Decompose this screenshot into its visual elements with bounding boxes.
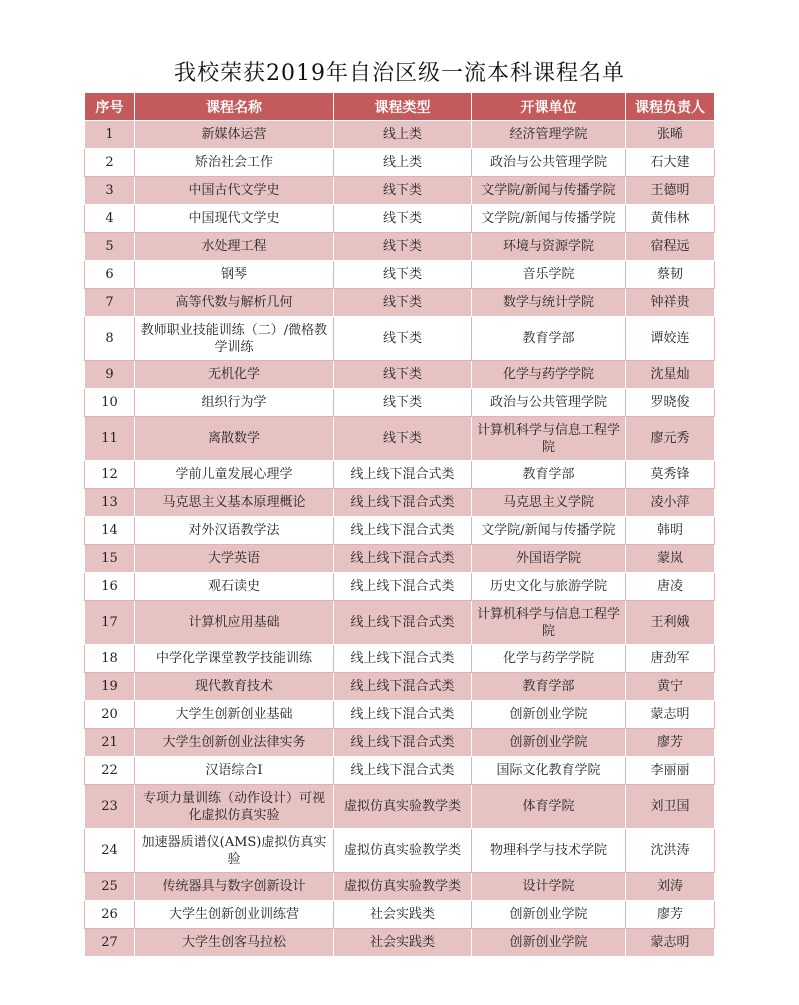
- cell-course-name: 离散数学: [135, 417, 334, 461]
- cell-department: 外国语学院: [472, 545, 626, 573]
- table-body: [85, 121, 715, 957]
- cell-instructor: 黄伟林: [626, 205, 715, 233]
- table-row: [85, 461, 715, 489]
- cell-course-name: 对外汉语教学法: [135, 517, 334, 545]
- cell-department: 马克思主义学院: [472, 489, 626, 517]
- cell-course-name: 矫治社会工作: [135, 149, 334, 177]
- header-instructor: 课程负责人: [626, 93, 715, 121]
- cell-instructor: 王德明: [626, 177, 715, 205]
- cell-index: 24: [85, 829, 135, 873]
- cell-department: 环境与资源学院: [472, 233, 626, 261]
- cell-instructor: 石大建: [626, 149, 715, 177]
- cell-course-type: 虚拟仿真实验教学类: [334, 785, 472, 829]
- cell-index: 13: [85, 489, 135, 517]
- cell-instructor: 蒙志明: [626, 701, 715, 729]
- header-index: 序号: [85, 93, 135, 121]
- table-row: [85, 757, 715, 785]
- table-row: [85, 645, 715, 673]
- cell-department: 创新创业学院: [472, 729, 626, 757]
- page-title: 我校荣获2019年自治区级一流本科课程名单: [174, 61, 625, 86]
- cell-index: 23: [85, 785, 135, 829]
- cell-department: 国际文化教育学院: [472, 757, 626, 785]
- cell-course-name: 组织行为学: [135, 389, 334, 417]
- cell-instructor: 黄宁: [626, 673, 715, 701]
- cell-instructor: 刘涛: [626, 873, 715, 901]
- cell-index: 1: [85, 121, 135, 149]
- cell-instructor: 李丽丽: [626, 757, 715, 785]
- cell-instructor: 廖芳: [626, 729, 715, 757]
- cell-course-type: 线下类: [334, 289, 472, 317]
- table-row: [85, 417, 715, 461]
- cell-index: 27: [85, 929, 135, 957]
- cell-index: 8: [85, 317, 135, 361]
- cell-course-type: 线下类: [334, 261, 472, 289]
- table-row: [85, 177, 715, 205]
- table-row: [85, 489, 715, 517]
- cell-course-type: 线上线下混合式类: [334, 729, 472, 757]
- cell-instructor: 蔡韧: [626, 261, 715, 289]
- cell-instructor: 张晞: [626, 121, 715, 149]
- cell-instructor: 廖芳: [626, 901, 715, 929]
- cell-department: 文学院/新闻与传播学院: [472, 205, 626, 233]
- cell-course-type: 线上线下混合式类: [334, 489, 472, 517]
- cell-course-type: 虚拟仿真实验教学类: [334, 873, 472, 901]
- cell-course-name: 中学化学课堂教学技能训练: [135, 645, 334, 673]
- table-row: [85, 289, 715, 317]
- cell-course-name: 新媒体运营: [135, 121, 334, 149]
- table-row: [85, 233, 715, 261]
- cell-department: 化学与药学学院: [472, 645, 626, 673]
- cell-index: 19: [85, 673, 135, 701]
- cell-index: 26: [85, 901, 135, 929]
- cell-department: 创新创业学院: [472, 701, 626, 729]
- cell-index: 11: [85, 417, 135, 461]
- cell-course-type: 线下类: [334, 361, 472, 389]
- cell-instructor: 蒙志明: [626, 929, 715, 957]
- table-row: [85, 261, 715, 289]
- cell-course-name: 专项力量训练（动作设计）可视化虚拟仿真实验: [135, 785, 334, 829]
- cell-course-type: 线上线下混合式类: [334, 545, 472, 573]
- cell-department: 体育学院: [472, 785, 626, 829]
- cell-department: 计算机科学与信息工程学院: [472, 601, 626, 645]
- cell-department: 政治与公共管理学院: [472, 149, 626, 177]
- table-row: [85, 121, 715, 149]
- cell-course-name: 计算机应用基础: [135, 601, 334, 645]
- cell-index: 2: [85, 149, 135, 177]
- cell-index: 7: [85, 289, 135, 317]
- cell-instructor: 廖元秀: [626, 417, 715, 461]
- cell-instructor: 刘卫国: [626, 785, 715, 829]
- cell-index: 22: [85, 757, 135, 785]
- cell-course-type: 线下类: [334, 205, 472, 233]
- cell-instructor: 钟祥贵: [626, 289, 715, 317]
- cell-course-type: 线下类: [334, 389, 472, 417]
- course-table: [84, 92, 715, 957]
- cell-course-type: 线上线下混合式类: [334, 517, 472, 545]
- table-row: [85, 929, 715, 957]
- cell-department: 教育学部: [472, 461, 626, 489]
- cell-course-type: 线上线下混合式类: [334, 461, 472, 489]
- cell-department: 经济管理学院: [472, 121, 626, 149]
- cell-course-type: 线上线下混合式类: [334, 601, 472, 645]
- cell-department: 设计学院: [472, 873, 626, 901]
- cell-course-type: 线下类: [334, 233, 472, 261]
- cell-department: 计算机科学与信息工程学院: [472, 417, 626, 461]
- cell-index: 21: [85, 729, 135, 757]
- cell-course-name: 无机化学: [135, 361, 334, 389]
- table-row: [85, 389, 715, 417]
- table-row: [85, 701, 715, 729]
- header-course-name: 课程名称: [135, 93, 334, 121]
- table-header-row: [85, 93, 715, 121]
- cell-index: 16: [85, 573, 135, 601]
- cell-instructor: 蒙岚: [626, 545, 715, 573]
- table-row: [85, 205, 715, 233]
- cell-instructor: 谭姣连: [626, 317, 715, 361]
- table-row: [85, 829, 715, 873]
- cell-course-name: 水处理工程: [135, 233, 334, 261]
- cell-course-name: 中国古代文学史: [135, 177, 334, 205]
- cell-index: 6: [85, 261, 135, 289]
- cell-instructor: 凌小萍: [626, 489, 715, 517]
- table-row: [85, 901, 715, 929]
- cell-course-name: 马克思主义基本原理概论: [135, 489, 334, 517]
- cell-department: 教育学部: [472, 317, 626, 361]
- cell-course-name: 观石读史: [135, 573, 334, 601]
- cell-index: 5: [85, 233, 135, 261]
- cell-course-name: 大学英语: [135, 545, 334, 573]
- table-row: [85, 729, 715, 757]
- table-row: [85, 317, 715, 361]
- cell-course-type: 线上类: [334, 121, 472, 149]
- cell-index: 14: [85, 517, 135, 545]
- header-course-type: 课程类型: [334, 93, 472, 121]
- cell-course-name: 加速器质谱仪(AMS)虚拟仿真实验: [135, 829, 334, 873]
- cell-course-name: 高等代数与解析几何: [135, 289, 334, 317]
- cell-instructor: 沈洪涛: [626, 829, 715, 873]
- table-row: [85, 785, 715, 829]
- table-row: [85, 149, 715, 177]
- cell-course-name: 大学生创新创业法律实务: [135, 729, 334, 757]
- cell-department: 文学院/新闻与传播学院: [472, 177, 626, 205]
- cell-course-type: 社会实践类: [334, 929, 472, 957]
- header-department: 开课单位: [472, 93, 626, 121]
- table-row: [85, 673, 715, 701]
- table-row: [85, 545, 715, 573]
- cell-course-name: 传统器具与数字创新设计: [135, 873, 334, 901]
- cell-department: 化学与药学学院: [472, 361, 626, 389]
- cell-instructor: 唐凌: [626, 573, 715, 601]
- cell-course-name: 教师职业技能训练（二）/微格教学训练: [135, 317, 334, 361]
- cell-index: 15: [85, 545, 135, 573]
- cell-instructor: 宿程远: [626, 233, 715, 261]
- cell-index: 10: [85, 389, 135, 417]
- cell-course-name: 现代教育技术: [135, 673, 334, 701]
- cell-department: 数学与统计学院: [472, 289, 626, 317]
- cell-index: 9: [85, 361, 135, 389]
- cell-department: 创新创业学院: [472, 929, 626, 957]
- cell-course-type: 社会实践类: [334, 901, 472, 929]
- cell-course-name: 中国现代文学史: [135, 205, 334, 233]
- cell-course-type: 线下类: [334, 317, 472, 361]
- cell-course-name: 汉语综合Ⅰ: [135, 757, 334, 785]
- cell-instructor: 罗晓俊: [626, 389, 715, 417]
- cell-department: 历史文化与旅游学院: [472, 573, 626, 601]
- cell-course-name: 大学生创客马拉松: [135, 929, 334, 957]
- cell-index: 20: [85, 701, 135, 729]
- cell-department: 创新创业学院: [472, 901, 626, 929]
- cell-instructor: 莫秀锋: [626, 461, 715, 489]
- cell-department: 音乐学院: [472, 261, 626, 289]
- table-row: [85, 601, 715, 645]
- cell-course-type: 虚拟仿真实验教学类: [334, 829, 472, 873]
- cell-course-type: 线上线下混合式类: [334, 701, 472, 729]
- cell-course-name: 大学生创新创业训练营: [135, 901, 334, 929]
- cell-index: 12: [85, 461, 135, 489]
- table-row: [85, 573, 715, 601]
- cell-instructor: 王利娥: [626, 601, 715, 645]
- table-row: [85, 361, 715, 389]
- cell-department: 教育学部: [472, 673, 626, 701]
- cell-department: 文学院/新闻与传播学院: [472, 517, 626, 545]
- cell-index: 18: [85, 645, 135, 673]
- cell-course-type: 线下类: [334, 417, 472, 461]
- cell-course-type: 线上线下混合式类: [334, 757, 472, 785]
- cell-instructor: 沈星灿: [626, 361, 715, 389]
- cell-instructor: 唐劲军: [626, 645, 715, 673]
- cell-department: 政治与公共管理学院: [472, 389, 626, 417]
- table-row: [85, 873, 715, 901]
- cell-index: 17: [85, 601, 135, 645]
- cell-course-type: 线下类: [334, 177, 472, 205]
- cell-course-name: 大学生创新创业基础: [135, 701, 334, 729]
- cell-course-type: 线上类: [334, 149, 472, 177]
- cell-course-type: 线上线下混合式类: [334, 645, 472, 673]
- cell-course-name: 学前儿童发展心理学: [135, 461, 334, 489]
- table-row: [85, 517, 715, 545]
- cell-department: 物理科学与技术学院: [472, 829, 626, 873]
- cell-course-name: 钢琴: [135, 261, 334, 289]
- cell-course-type: 线上线下混合式类: [334, 573, 472, 601]
- cell-index: 4: [85, 205, 135, 233]
- cell-index: 3: [85, 177, 135, 205]
- cell-index: 25: [85, 873, 135, 901]
- cell-instructor: 韩明: [626, 517, 715, 545]
- cell-course-type: 线上线下混合式类: [334, 673, 472, 701]
